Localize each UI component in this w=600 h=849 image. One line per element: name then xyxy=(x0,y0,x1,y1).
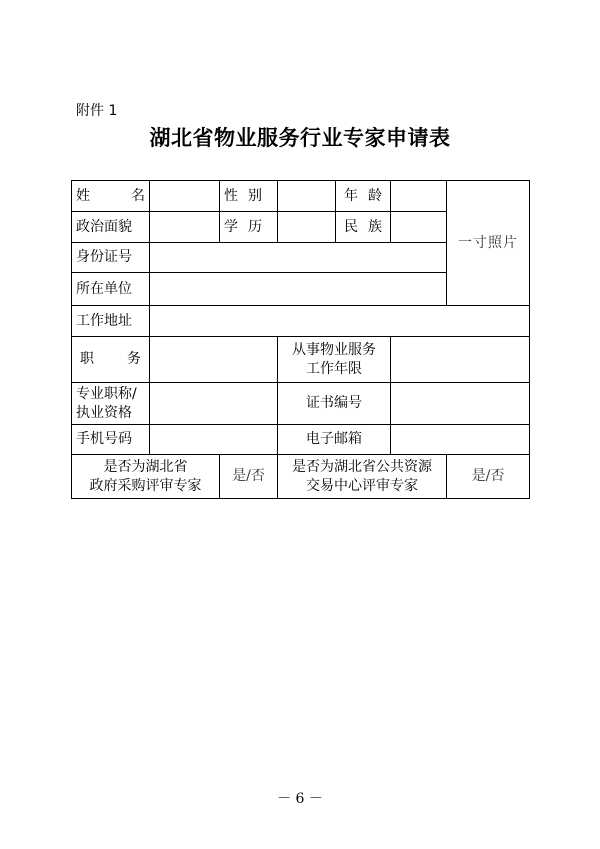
education-label-cell xyxy=(220,212,278,243)
political-label: 政治面貌 xyxy=(76,218,132,235)
ethnicity-label-cell xyxy=(336,212,391,243)
years-label-line1: 从事物业服务 xyxy=(292,341,376,358)
title-qual-label-line1: 专业职称/ xyxy=(76,385,137,402)
cert-no-label-cell xyxy=(278,383,391,425)
gov-expert-label-line2: 政府采购评审专家 xyxy=(89,477,202,494)
phone-field[interactable] xyxy=(150,425,278,455)
resource-expert-label-cell xyxy=(278,455,447,499)
gov-expert-label-line1: 是否为湖北省 xyxy=(103,458,188,475)
email-label: 电子邮箱 xyxy=(306,431,362,448)
resource-expert-choice[interactable]: 是/否 xyxy=(447,455,530,499)
political-label-cell xyxy=(72,212,150,243)
photo-area[interactable] xyxy=(447,181,530,306)
attachment-label: 附件 1 xyxy=(76,103,118,119)
education-field[interactable] xyxy=(278,212,336,243)
title-qual-field[interactable] xyxy=(150,383,278,425)
employer-label: 所在单位 xyxy=(76,280,132,297)
gender-field[interactable] xyxy=(278,181,336,212)
phone-label: 手机号码 xyxy=(76,431,132,448)
application-form-table xyxy=(71,180,530,499)
name-label-cell xyxy=(72,181,150,212)
title-qual-label-line2: 执业资格 xyxy=(76,404,132,421)
age-field[interactable] xyxy=(391,181,447,212)
gov-expert-choice[interactable]: 是/否 xyxy=(220,455,278,499)
employer-field[interactable] xyxy=(150,273,447,306)
age-label: 年龄 xyxy=(344,187,382,204)
ethnicity-label: 民族 xyxy=(344,218,382,235)
years-label-line2: 工作年限 xyxy=(306,360,362,377)
id-label: 身份证号 xyxy=(76,249,132,266)
photo-label: 一寸照片 xyxy=(458,234,518,251)
work-address-label-cell xyxy=(72,306,150,337)
gov-expert-label-cell xyxy=(72,455,220,499)
id-field[interactable] xyxy=(150,243,447,273)
years-field[interactable] xyxy=(391,337,530,383)
phone-label-cell xyxy=(72,425,150,455)
cert-no-label: 证书编号 xyxy=(306,395,362,412)
ethnicity-field[interactable] xyxy=(391,212,447,243)
form-title: 湖北省物业服务行业专家申请表 xyxy=(149,125,451,150)
position-field[interactable] xyxy=(150,337,278,383)
email-field[interactable] xyxy=(391,425,530,455)
page-number: － 6 － xyxy=(277,791,323,807)
education-label: 学历 xyxy=(224,218,262,235)
years-label-cell xyxy=(278,337,391,383)
position-label-cell xyxy=(72,337,150,383)
age-label-cell xyxy=(336,181,391,212)
name-label: 姓名 xyxy=(76,187,145,204)
employer-label-cell xyxy=(72,273,150,306)
gender-label: 性别 xyxy=(224,187,262,204)
title-qual-label-cell xyxy=(72,383,150,425)
id-label-cell xyxy=(72,243,150,273)
resource-expert-label-line2: 交易中心评审专家 xyxy=(306,477,418,494)
email-label-cell xyxy=(278,425,391,455)
position-label: 职务 xyxy=(80,351,141,368)
work-address-label: 工作地址 xyxy=(76,312,132,329)
political-field[interactable] xyxy=(150,212,220,243)
work-address-field[interactable] xyxy=(150,306,530,337)
resource-expert-label-line1: 是否为湖北省公共资源 xyxy=(292,458,432,475)
gender-label-cell xyxy=(220,181,278,212)
cert-no-field[interactable] xyxy=(391,383,530,425)
name-field[interactable] xyxy=(150,181,220,212)
